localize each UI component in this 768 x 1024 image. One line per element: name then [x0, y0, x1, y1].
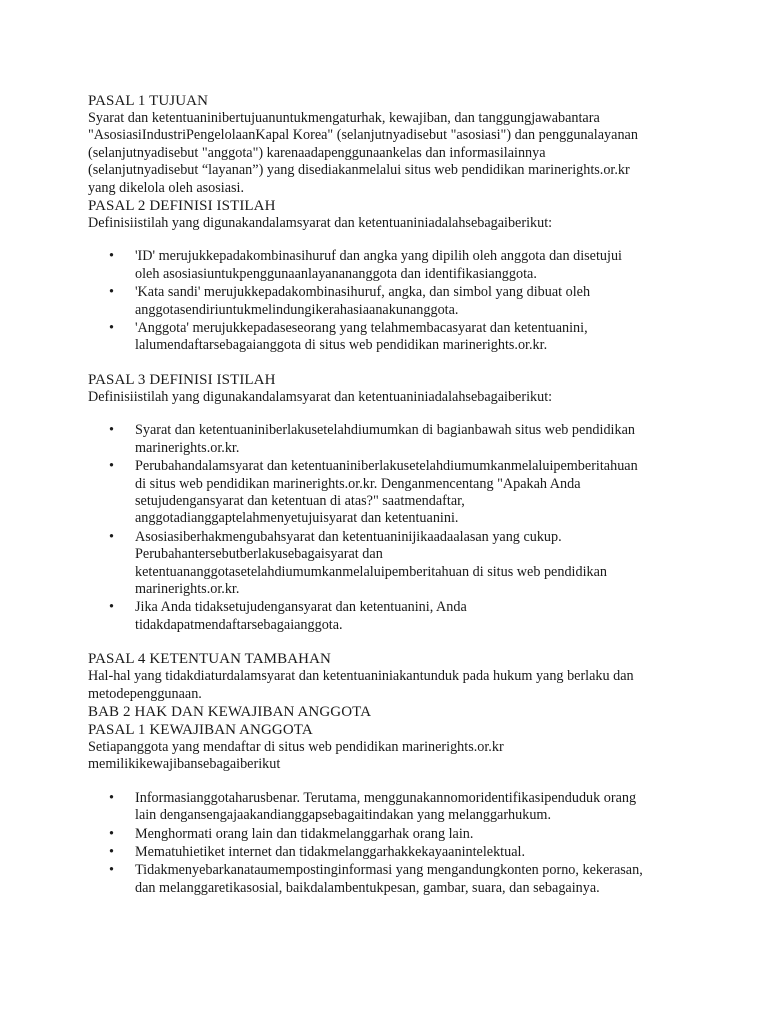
- bullet-list: [88, 422, 688, 634]
- list-item-line: Syarat dan ketentuaniniberlakusetelahdiumumkan di bagianbawah situs web pendidikan: [135, 422, 635, 439]
- bullet-list: [88, 790, 688, 897]
- paragraph-line: "AsosiasiIndustriPengelolaanKapal Korea" (selanjutnyadisebut "asosiasi") dan penggunalayanan: [88, 127, 638, 144]
- list-item-line: Menghormati orang lain dan tidakmelanggarhak orang lain.: [135, 825, 474, 842]
- paragraph-line: Setiapanggota yang mendaftar di situs web pendidikan marinerights.or.kr: [88, 738, 504, 755]
- paragraph-line: (selanjutnyadisebut "anggota") karenaadapenggunaankelas dan informasilainnya: [88, 144, 546, 161]
- section-heading: PASAL 3 DEFINISI ISTILAH: [88, 371, 276, 388]
- list-item: [109, 320, 688, 355]
- bullet-icon: •: [109, 422, 114, 439]
- section-heading: PASAL 4 KETENTUAN TAMBAHAN: [88, 651, 331, 668]
- bullet-list: [88, 248, 688, 354]
- list-item: [109, 284, 688, 319]
- bullet-icon: •: [109, 825, 114, 842]
- section-heading: PASAL 2 DEFINISI ISTILAH: [88, 198, 276, 215]
- list-item: [109, 789, 688, 825]
- list-item: [109, 862, 688, 897]
- bullet-icon: •: [109, 458, 114, 475]
- list-item-line: Informasianggotaharusbenar. Terutama, menggunakannomoridentifikasipenduduk orang: [135, 789, 637, 806]
- list-item-line: Tidakmenyebarkanataumempostinginformasi yang mengandungkonten porno, kekerasan,: [135, 862, 643, 879]
- list-item-line: 'Anggota' merujukkepadaseseorang yang telahmembacasyarat dan ketentuanini,: [135, 320, 588, 337]
- list-item-line: ketentuananggotasetelahdiumumkanmelaluipemberitahuan di situs web pendidikan: [135, 563, 607, 580]
- list-item: [109, 599, 688, 634]
- list-item-line: marinerights.or.kr.: [135, 439, 240, 456]
- bullet-icon: •: [109, 528, 114, 545]
- paragraph-line: yang dikelola oleh asosiasi.: [88, 179, 245, 196]
- list-item-line: 'Kata sandi' merujukkepadakombinasihuruf, angka, dan simbol yang dibuat oleh: [135, 284, 591, 301]
- paragraph-line: Definisiistilah yang digunakandalamsyarat dan ketentuaniniadalahsebagaiberikut:: [88, 388, 553, 405]
- list-item-line: marinerights.or.kr.: [135, 580, 240, 597]
- list-item: [109, 844, 688, 861]
- paragraph-line: memilikikewajibansebagaiberikut: [88, 756, 281, 773]
- paragraph-line: Syarat dan ketentuaninibertujuanuntukmengaturhak, kewajiban, dan tanggungjawabantara: [88, 110, 600, 126]
- section-heading: PASAL 1 KEWAJIBAN ANGGOTA: [88, 721, 313, 738]
- bullet-icon: •: [109, 284, 114, 301]
- list-item-line: lalumendaftarsebagaianggota di situs web pendidikan marinerights.or.kr.: [135, 337, 548, 354]
- list-item-line: oleh asosiasiuntukpenggunaanlayanananggota dan identifikasianggota.: [135, 265, 537, 282]
- list-item-line: Mematuhietiket internet dan tidakmelanggarhakkekayaanintelektual.: [135, 844, 526, 860]
- list-item: [109, 825, 688, 843]
- list-item-line: Perubahantersebutberlakusebagaisyarat dan: [135, 546, 383, 563]
- list-item-line: setujudengansyarat dan ketentuan di atas?" saatmendaftar,: [135, 492, 465, 509]
- list-item-line: 'ID' merujukkepadakombinasihuruf dan angka yang dipilih oleh anggota dan disetujui: [135, 248, 622, 265]
- list-item-line: tidakdapatmendaftarsebagaianggota.: [135, 616, 343, 633]
- bullet-icon: •: [109, 599, 114, 616]
- paragraph-line: metodepenggunaan.: [88, 685, 202, 702]
- list-item-line: anggotasendiriuntukmelindungikerahasiaanakunanggota.: [135, 301, 459, 318]
- list-item-line: anggotadianggaptelahmenyetujuisyarat dan ketentuanini.: [135, 510, 459, 527]
- paragraph-line: Definisiistilah yang digunakandalamsyarat dan ketentuaniniadalahsebagaiberikut:: [88, 215, 553, 232]
- list-item: [109, 458, 688, 528]
- bullet-icon: •: [109, 320, 114, 337]
- paragraph-line: (selanjutnyadisebut “layanan”) yang disediakanmelalui situs web pendidikan marinerights.or.kr: [88, 162, 630, 179]
- list-item-line: lain dengansengajaakandianggapsebagaitindakan yang melanggarhukum.: [135, 807, 552, 824]
- list-item: [109, 248, 688, 283]
- list-item-line: Perubahandalamsyarat dan ketentuaniniberlakusetelahdiumumkanmelaluipemberitahuan: [135, 458, 638, 475]
- bullet-icon: •: [109, 248, 114, 265]
- list-item-line: di situs web pendidikan marinerights.or.kr. Denganmencentang "Apakah Anda: [135, 475, 581, 492]
- list-item-line: dan melanggaretikasosial, baikdalambentukpesan, gambar, suara, dan sebagainya.: [135, 879, 600, 896]
- list-item-line: Jika Anda tidaksetujudengansyarat dan ketentuanini, Anda: [135, 599, 467, 616]
- bullet-icon: •: [109, 789, 114, 806]
- paragraph-line: Hal-hal yang tidakdiaturdalamsyarat dan ketentuaniniakantunduk pada hukum yang berlaku dan: [88, 668, 634, 685]
- list-item: [109, 422, 688, 457]
- list-item: [109, 528, 688, 599]
- section-heading: PASAL 1 TUJUAN: [88, 93, 209, 109]
- list-item-line: Asosiasiberhakmengubahsyarat dan ketentuaninijikaadaalasan yang cukup.: [135, 528, 562, 545]
- document-body: [88, 92, 688, 913]
- bullet-icon: •: [109, 844, 114, 860]
- bullet-icon: •: [109, 862, 114, 879]
- chapter-heading: BAB 2 HAK DAN KEWAJIBAN ANGGOTA: [88, 703, 372, 720]
